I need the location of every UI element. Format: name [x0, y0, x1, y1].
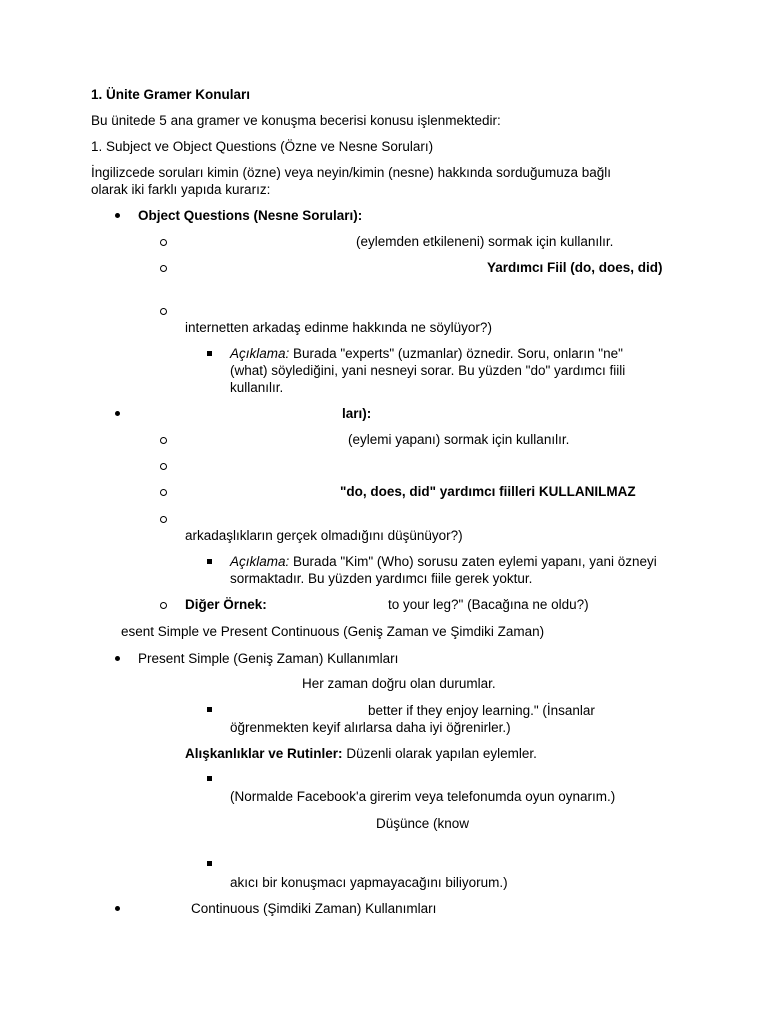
bullet-circle-icon — [160, 437, 167, 444]
bullet-circle-icon — [160, 602, 167, 609]
habits-line — [185, 745, 537, 762]
intro-text: Bu ünitede 5 ana gramer ve konuşma becerisi konusu işlenmektedir: — [91, 113, 501, 128]
object-questions-item-2: Yardımcı Fiil (do, does, did) — [487, 260, 663, 275]
example-2-line-2: (Normalde Facebook'a girerim veya telefonumda oyun oynarım.) — [230, 789, 616, 804]
subject-questions-item-3: "do, does, did" yardımcı fiilleri KULLANILMAZ — [340, 484, 636, 499]
object-questions-item-3: internetten arkadaş edinme hakkında ne söylüyor?) — [185, 320, 492, 335]
bullet-square-icon — [207, 861, 212, 866]
explanation-text: Burada "experts" (uzmanlar) öznedir. Soru, onların "ne" (what) söylediğini, yani nesneyi sorar. Bu yüzden "do" yardımcı fiili kullanılır. — [230, 346, 626, 395]
bullet-dot-icon — [115, 656, 120, 661]
habits-text: Düzenli olarak yapılan eylemler. — [346, 746, 537, 761]
present-simple-heading: Present Simple (Geniş Zaman) Kullanımları — [138, 651, 399, 666]
bullet-square-icon — [207, 559, 212, 564]
bullet-circle-icon — [160, 308, 167, 315]
bullet-square-icon — [207, 351, 212, 356]
section-1-heading: 1. Subject ve Object Questions (Özne ve Nesne Soruları) — [91, 139, 434, 154]
subject-questions-heading: ları): — [342, 406, 372, 421]
bullet-dot-icon — [115, 906, 120, 911]
example-1-line-1: better if they enjoy learning." (İnsanlar — [368, 703, 595, 718]
thoughts-text: Düşünce (know — [376, 816, 470, 831]
bullet-circle-icon — [160, 239, 167, 246]
section-2-heading: esent Simple ve Present Continuous (Geniş Zaman ve Şimdiki Zaman) — [121, 624, 545, 639]
subject-questions-item-1: (eylemi yapanı) sormak için kullanılır. — [348, 432, 570, 447]
bullet-dot-icon — [115, 213, 120, 218]
section-1-description-line-1: İngilizcede soruları kimin (özne) veya neyin/kimin (nesne) hakkında sorduğumuza bağlı — [91, 165, 612, 180]
example-3-line-2: akıcı bir konuşmacı yapmayacağını biliyorum.) — [230, 875, 508, 890]
habits-label: Alışkanlıklar ve Rutinler: — [185, 746, 343, 761]
subject-questions-explanation — [230, 553, 660, 587]
example-1-line-2: öğrenmekten keyif alırlarsa daha iyi öğrenirler.) — [230, 720, 511, 735]
explanation-label: Açıklama: — [230, 346, 290, 361]
other-example-label: Diğer Örnek: — [185, 597, 267, 612]
bullet-circle-icon — [160, 489, 167, 496]
other-example-text: to your leg?" (Bacağına ne oldu?) — [388, 597, 589, 612]
section-1-description-line-2: olarak iki farklı yapıda kurarız: — [91, 182, 271, 197]
object-questions-explanation — [230, 345, 660, 396]
bullet-circle-icon — [160, 516, 167, 523]
general-truths-text: Her zaman doğru olan durumlar. — [302, 676, 496, 691]
object-questions-heading: Object Questions (Nesne Soruları): — [138, 208, 363, 223]
bullet-dot-icon — [115, 411, 120, 416]
bullet-square-icon — [207, 707, 212, 712]
bullet-square-icon — [207, 776, 212, 781]
object-questions-item-1: (eylemden etkileneni) sormak için kullanılır. — [356, 234, 614, 249]
present-continuous-heading: Continuous (Şimdiki Zaman) Kullanımları — [191, 901, 437, 916]
bullet-circle-icon — [160, 265, 167, 272]
page-title: 1. Ünite Gramer Konuları — [91, 87, 251, 102]
explanation-label: Açıklama: — [230, 554, 290, 569]
subject-questions-item-4: arkadaşlıkların gerçek olmadığını düşünüyor?) — [185, 528, 463, 543]
explanation-text: Burada "Kim" (Who) sorusu zaten eylemi yapanı, yani özneyi sormaktadır. Bu yüzden yardımcı fiile gerek yoktur. — [230, 554, 657, 586]
bullet-circle-icon — [160, 463, 167, 470]
